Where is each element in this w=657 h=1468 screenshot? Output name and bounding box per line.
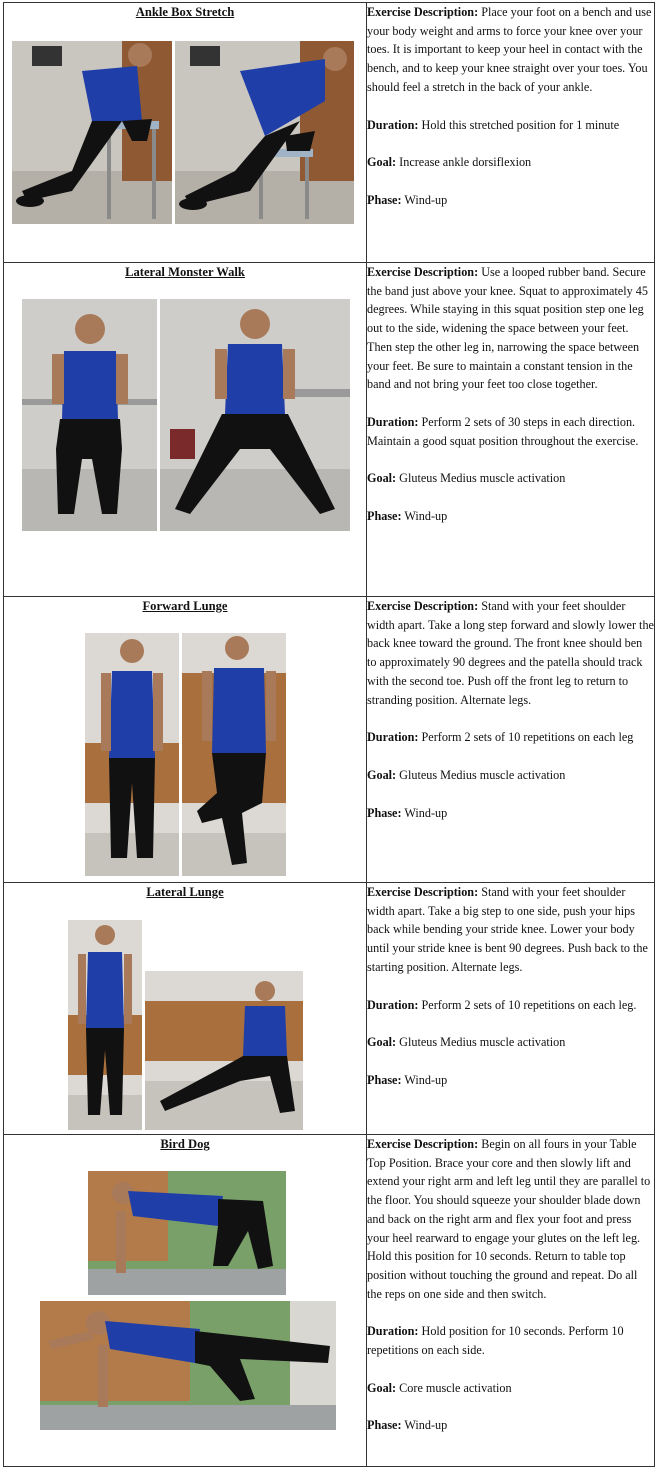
goal-label: Goal: (367, 1380, 397, 1395)
goal-label: Goal: (367, 767, 397, 782)
description-label: Exercise Description: (367, 599, 479, 613)
exercise-image-cell (4, 263, 367, 597)
exercise-image-cell (4, 1135, 367, 1467)
exercise-title: Lateral Lunge (146, 885, 224, 899)
exercise-phase: Wind-up (404, 1418, 448, 1433)
phase-label: Phase: (367, 509, 402, 524)
exercise-goal: Core muscle activation (399, 1380, 512, 1395)
description-label: Exercise Description: (367, 1137, 479, 1151)
duration-label: Duration: (367, 1324, 419, 1339)
exercise-photo-end (182, 633, 286, 876)
exercise-row (4, 263, 655, 597)
exercise-description: Stand with your feet shoulder width apart. Take a long step forward and slowly lower the back knee toward the ground. The front knee should ben to approximately 90 degrees and the patella should track with the second toe. Push off the front leg to return to stranding position. Alternate legs. (367, 599, 654, 707)
exercise-duration: Perform 2 sets of 10 repetitions on each leg (421, 730, 634, 745)
exercise-description: Stand with your feet shoulder width apart. Take a big step to one side, push your hips back while bending your stride knee. Lower your body until your stride knee is bent 90 degrees. Push back to the starting position. Alternate legs. (367, 885, 648, 974)
exercise-photo-end (160, 299, 350, 531)
duration-label: Duration: (367, 730, 419, 745)
exercise-goal: Gluteus Medius muscle activation (399, 1035, 566, 1050)
exercise-row (4, 3, 655, 263)
exercise-phase: Wind-up (404, 805, 448, 820)
exercise-photo-end (40, 1301, 336, 1430)
exercise-text-cell (367, 1135, 655, 1467)
exercise-photo-end (175, 41, 354, 224)
exercise-title: Lateral Monster Walk (125, 265, 245, 279)
exercise-duration: Hold this stretched position for 1 minute (421, 117, 620, 132)
description-label: Exercise Description: (367, 5, 479, 19)
exercise-image-cell (4, 883, 367, 1135)
description-label: Exercise Description: (367, 265, 479, 279)
exercise-image-cell (4, 597, 367, 883)
exercise-photo-start (12, 41, 172, 224)
exercise-table (3, 2, 655, 1467)
exercise-photo-end (145, 971, 303, 1130)
exercise-text-cell (367, 883, 655, 1135)
exercise-text-cell (367, 597, 655, 883)
phase-label: Phase: (367, 805, 402, 820)
exercise-goal: Gluteus Medius muscle activation (399, 767, 566, 782)
exercise-phase: Wind-up (404, 1072, 448, 1087)
duration-label: Duration: (367, 414, 419, 429)
goal-label: Goal: (367, 1035, 397, 1050)
phase-label: Phase: (367, 1072, 402, 1087)
exercise-photo-start (22, 299, 157, 531)
exercise-description: Place your foot on a bench and use your body weight and arms to force your knee over your toes. It is important to keep your heel in contact with the bench, and to keep your knee straight over your toes. You should feel a stretch in the back of your ankle. (367, 5, 652, 94)
exercise-description: Begin on all fours in your Table Top Position. Brace your core and then slowly lift and extend your right arm and left leg until they are parallel to the floor. You should squeeze your shoulder blade down and back on the right arm and flex your foot and press your heel rearward to engage your glutes on the left leg. Hold this position for 10 seconds. Return to table top position without touching the ground and repeat. Do all the reps on one side and then switch. (367, 1137, 651, 1301)
duration-label: Duration: (367, 117, 419, 132)
duration-label: Duration: (367, 997, 419, 1012)
exercise-description: Use a looped rubber band. Secure the band just above your knee. Squat to approximately 45 degrees. While staying in this squat position step one leg out to the side, widening the space between your feet. Then step the other leg in, narrowing the space between your feet. Be sure to maintain a constant tension in the band and not bring your feet too close together. (367, 265, 648, 392)
exercise-duration: Perform 2 sets of 10 repetitions on each leg. (421, 997, 637, 1012)
exercise-photo-start (88, 1171, 286, 1295)
phase-label: Phase: (367, 192, 402, 207)
phase-label: Phase: (367, 1418, 402, 1433)
exercise-phase: Wind-up (404, 509, 448, 524)
exercise-goal: Gluteus Medius muscle activation (399, 471, 566, 486)
exercise-row (4, 883, 655, 1135)
description-label: Exercise Description: (367, 885, 479, 899)
exercise-photo-start (68, 920, 142, 1130)
exercise-title: Bird Dog (160, 1137, 210, 1151)
exercise-title: Ankle Box Stretch (135, 5, 235, 19)
exercise-title: Forward Lunge (142, 599, 228, 613)
exercise-image-cell (4, 3, 367, 263)
exercise-row (4, 597, 655, 883)
goal-label: Goal: (367, 155, 397, 170)
goal-label: Goal: (367, 471, 397, 486)
exercise-goal: Increase ankle dorsiflexion (399, 155, 532, 170)
exercise-duration: Hold position for 10 seconds. Perform 10 repetitions on each side. (367, 1324, 624, 1358)
exercise-row (4, 1135, 655, 1467)
exercise-photo-start (85, 633, 179, 876)
exercise-duration: Perform 2 sets of 30 steps in each direction. Maintain a good squat position throughout the exercise. (367, 414, 639, 448)
exercise-text-cell (367, 3, 655, 263)
exercise-phase: Wind-up (404, 192, 448, 207)
exercise-text-cell (367, 263, 655, 597)
